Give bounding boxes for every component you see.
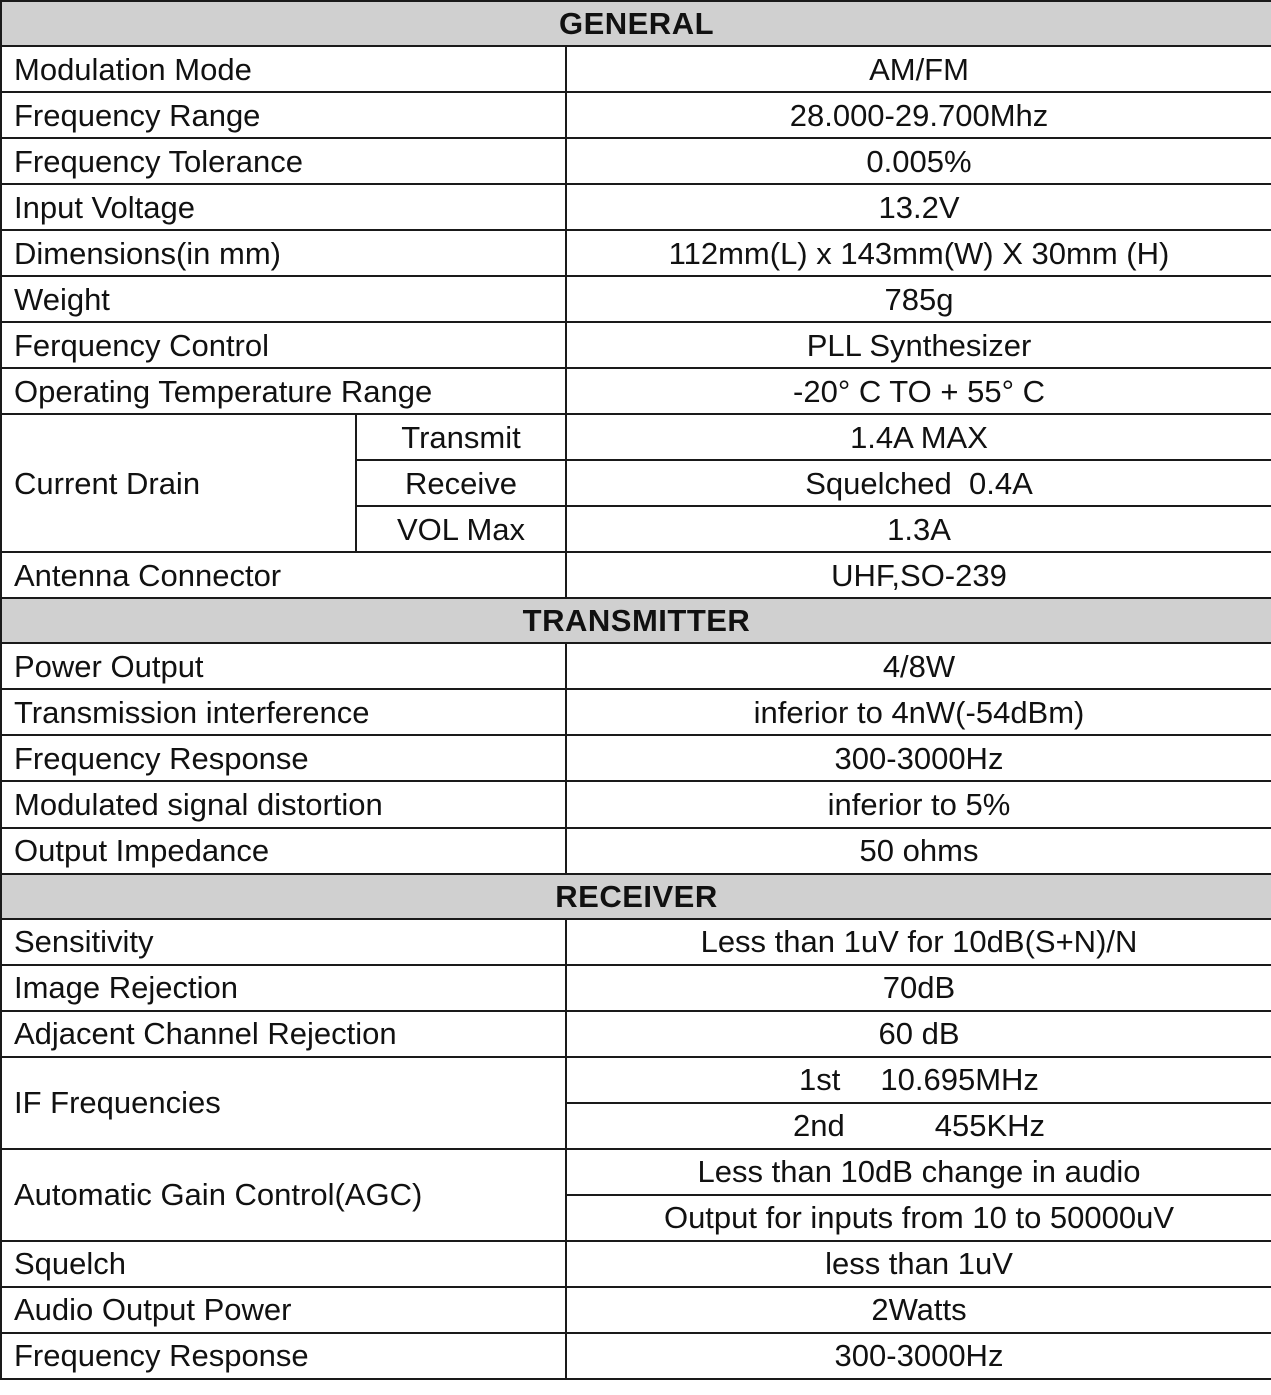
row-value: Less than 1uV for 10dB(S+N)/N [566, 919, 1271, 965]
row-value: 1.4A MAX [566, 414, 1271, 460]
row-value: 300-3000Hz [566, 1333, 1271, 1379]
row-value: 300-3000Hz [566, 735, 1271, 781]
row-value: PLL Synthesizer [566, 322, 1271, 368]
row-label: Ferquency Control [1, 322, 566, 368]
row-label: Audio Output Power [1, 1287, 566, 1333]
table-row [1, 689, 1271, 735]
table-row [1, 1333, 1271, 1379]
table-row [1, 92, 1271, 138]
row-value [566, 1057, 1271, 1103]
row-label: Frequency Tolerance [1, 138, 566, 184]
if-frequency: 10.695MHz [880, 1062, 1039, 1098]
section-title: TRANSMITTER [1, 598, 1271, 643]
table-row [1, 46, 1271, 92]
table-row [1, 1241, 1271, 1287]
if-order: 2nd [792, 1108, 845, 1144]
table-row [1, 414, 1271, 460]
row-value: 13.2V [566, 184, 1271, 230]
row-value: AM/FM [566, 46, 1271, 92]
section-header-transmitter [1, 598, 1271, 643]
row-value: 112mm(L) x 143mm(W) X 30mm (H) [566, 230, 1271, 276]
row-label: Frequency Response [1, 1333, 566, 1379]
row-value: 28.000-29.700Mhz [566, 92, 1271, 138]
table-row [1, 276, 1271, 322]
sub-label: Receive [356, 460, 566, 506]
if-order: 1st [799, 1062, 841, 1098]
row-label: Modulated signal distortion [1, 781, 566, 827]
section-header-general [1, 1, 1271, 46]
row-value: 50 ohms [566, 828, 1271, 874]
row-value [566, 1103, 1271, 1149]
if-frequency: 455KHz [934, 1108, 1046, 1144]
row-value: Output for inputs from 10 to 50000uV [566, 1195, 1271, 1241]
row-label: Image Rejection [1, 965, 566, 1011]
table-row [1, 828, 1271, 874]
row-label: Frequency Range [1, 92, 566, 138]
table-row [1, 643, 1271, 689]
table-row [1, 965, 1271, 1011]
row-value: Less than 10dB change in audio [566, 1149, 1271, 1195]
row-label: Weight [1, 276, 566, 322]
table-row [1, 552, 1271, 598]
row-label: Power Output [1, 643, 566, 689]
section-title: GENERAL [1, 1, 1271, 46]
row-value: less than 1uV [566, 1241, 1271, 1287]
row-label: Transmission interference [1, 689, 566, 735]
row-value: 4/8W [566, 643, 1271, 689]
sub-label: Transmit [356, 414, 566, 460]
sub-label: VOL Max [356, 506, 566, 552]
row-value: 2Watts [566, 1287, 1271, 1333]
section-title: RECEIVER [1, 874, 1271, 919]
table-row [1, 781, 1271, 827]
row-label: Input Voltage [1, 184, 566, 230]
row-value: 0.005% [566, 138, 1271, 184]
row-label: Output Impedance [1, 828, 566, 874]
row-label: Adjacent Channel Rejection [1, 1011, 566, 1057]
table-row [1, 1057, 1271, 1103]
row-value: 785g [566, 276, 1271, 322]
row-label: Operating Temperature Range [1, 368, 566, 414]
row-value: inferior to 4nW(-54dBm) [566, 689, 1271, 735]
section-header-receiver [1, 874, 1271, 919]
table-row [1, 919, 1271, 965]
row-label: Frequency Response [1, 735, 566, 781]
table-row [1, 368, 1271, 414]
row-label: Squelch [1, 1241, 566, 1287]
row-value: 70dB [566, 965, 1271, 1011]
row-value: -20° C TO + 55° C [566, 368, 1271, 414]
row-label: Modulation Mode [1, 46, 566, 92]
table-row [1, 184, 1271, 230]
table-row [1, 322, 1271, 368]
row-label: Automatic Gain Control(AGC) [1, 1149, 566, 1241]
row-label: IF Frequencies [1, 1057, 566, 1149]
row-label: Current Drain [1, 414, 356, 552]
row-value: UHF,SO-239 [566, 552, 1271, 598]
row-label: Antenna Connector [1, 552, 566, 598]
row-value: 1.3A [566, 506, 1271, 552]
row-label: Dimensions(in mm) [1, 230, 566, 276]
table-row [1, 1287, 1271, 1333]
table-row [1, 1011, 1271, 1057]
table-row [1, 230, 1271, 276]
table-row [1, 138, 1271, 184]
row-value: Squelched 0.4A [566, 460, 1271, 506]
row-value: inferior to 5% [566, 781, 1271, 827]
table-row [1, 735, 1271, 781]
row-label: Sensitivity [1, 919, 566, 965]
row-value: 60 dB [566, 1011, 1271, 1057]
table-row [1, 1149, 1271, 1195]
